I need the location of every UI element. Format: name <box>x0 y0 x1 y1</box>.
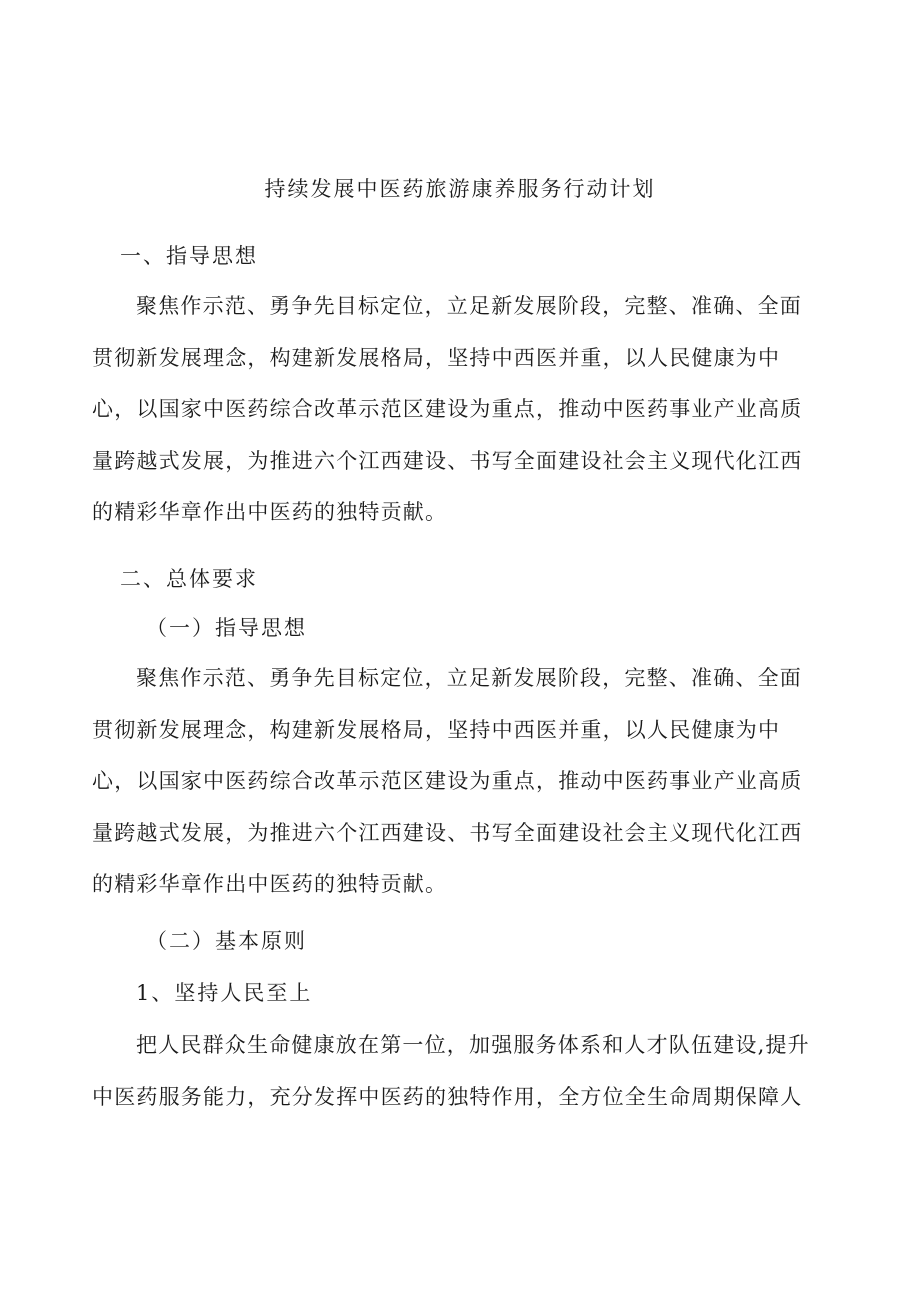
paragraph-line: 量跨越式发展，为推进六个江西建设、书写全面建设社会主义现代化江西 <box>92 820 803 845</box>
section-heading-guiding-ideology: 一、指导思想 <box>120 244 258 268</box>
paragraph-line: 量跨越式发展，为推进六个江西建设、书写全面建设社会主义现代化江西 <box>92 448 803 473</box>
paragraph-line: 的精彩华章作出中医药的独特贡献。 <box>92 500 448 524</box>
paragraph-line: 中医药服务能力，充分发挥中医药的独特作用，全方位全生命周期保障人 <box>92 1084 803 1109</box>
section-heading-overall-requirements: 二、总体要求 <box>120 567 258 591</box>
paragraph-line: 把人民群众生命健康放在第一位，加强服务体系和人才队伍建设,提升 <box>136 1033 810 1057</box>
paragraph-subsection-guiding-ideology <box>92 653 832 911</box>
document-title: 持续发展中医药旅游康养服务行动计划 <box>264 177 656 201</box>
paragraph-guiding-ideology <box>92 281 832 539</box>
item-heading-people-first: 1、坚持人民至上 <box>136 981 313 1005</box>
paragraph-line: 贯彻新发展理念，构建新发展格局，坚持中西医并重，以人民健康为中 <box>92 345 781 370</box>
paragraph-line: 心，以国家中医药综合改革示范区建设为重点，推动中医药事业产业高质 <box>92 397 803 421</box>
paragraph-line: 心，以国家中医药综合改革示范区建设为重点，推动中医药事业产业高质 <box>92 769 803 793</box>
paragraph-line: 聚焦作示范、勇争先目标定位，立足新发展阶段，完整、准确、全面 <box>136 294 802 318</box>
paragraph-people-first <box>92 1020 832 1123</box>
paragraph-line: 聚焦作示范、勇争先目标定位，立足新发展阶段，完整、准确、全面 <box>136 666 802 690</box>
paragraph-line: 贯彻新发展理念，构建新发展格局，坚持中西医并重，以人民健康为中 <box>92 717 781 742</box>
subsection-heading-guiding-ideology: （一）指导思想 <box>146 616 307 640</box>
paragraph-line: 的精彩华章作出中医药的独特贡献。 <box>92 872 448 896</box>
subsection-heading-basic-principles: （二）基本原则 <box>146 929 307 953</box>
